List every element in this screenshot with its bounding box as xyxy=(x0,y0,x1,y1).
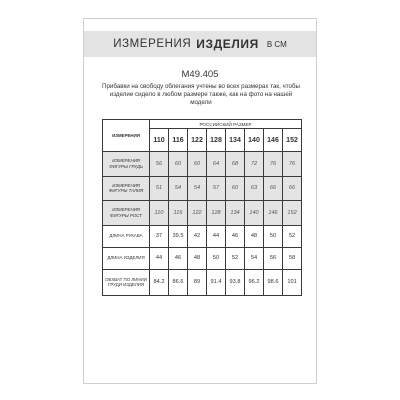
corner-label: ИЗМЕРЕНИЯ xyxy=(103,120,150,152)
cell-value: 44 xyxy=(207,225,226,247)
cell-value: 66 xyxy=(264,176,283,201)
cell-value: 51 xyxy=(150,176,169,201)
title-word-measurements: ИЗМЕРЕНИЯ xyxy=(113,38,192,50)
cell-value: 98.6 xyxy=(264,269,283,295)
title-word-garment: ИЗДЕЛИЯ xyxy=(196,37,259,51)
model-code: M49.405 xyxy=(181,69,219,80)
title-unit: В СМ xyxy=(266,39,287,49)
cell-value: 54 xyxy=(169,176,188,201)
cell-value: 140 xyxy=(245,201,264,226)
row-label: ИЗМЕРЕНИЯ ФИГУРЫ ТАЛИЯ xyxy=(103,176,150,201)
cell-value: 134 xyxy=(226,201,245,226)
cell-value: 146 xyxy=(264,201,283,226)
title-band xyxy=(84,31,316,57)
cell-value: 52 xyxy=(283,225,302,247)
cell-value: 46 xyxy=(226,225,245,247)
cell-value: 128 xyxy=(207,201,226,226)
cell-value: 152 xyxy=(283,201,302,226)
size-header: 134 xyxy=(226,129,245,152)
cell-value: 57 xyxy=(207,176,226,201)
size-header: 140 xyxy=(245,129,264,152)
cell-value: 91.4 xyxy=(207,269,226,295)
cell-value: 39.5 xyxy=(169,225,188,247)
cell-value: 48 xyxy=(188,247,207,269)
size-header: 122 xyxy=(188,129,207,152)
table-row-chest-circumference xyxy=(103,269,302,295)
cell-value: 46 xyxy=(169,247,188,269)
cell-value: 50 xyxy=(264,225,283,247)
cell-value: 63 xyxy=(245,176,264,201)
cell-value: 60 xyxy=(226,176,245,201)
size-header: 110 xyxy=(150,129,169,152)
size-header: 146 xyxy=(264,129,283,152)
cell-value: 56 xyxy=(150,152,169,177)
cell-value: 60 xyxy=(188,152,207,177)
cell-value: 56 xyxy=(264,247,283,269)
table-row-chest xyxy=(103,152,302,177)
cell-value: 72 xyxy=(245,152,264,177)
size-header: 116 xyxy=(169,129,188,152)
size-header: 152 xyxy=(283,129,302,152)
row-label: ИЗМЕРЕНИЯ ФИГУРЫ РОСТ xyxy=(103,201,150,226)
row-label: ДЛИНА ИЗДЕЛИЯ xyxy=(103,247,150,269)
cell-value: 68 xyxy=(226,152,245,177)
fit-note: Прибавки на свободу облегания учтены во всех размерах так, чтобы изделие сидело в любом размере также, как на фото на нашей модели xyxy=(102,83,300,107)
table-row-sleeve-length xyxy=(103,225,302,247)
cell-value: 50 xyxy=(207,247,226,269)
table-row-height xyxy=(103,201,302,226)
cell-value: 54 xyxy=(245,247,264,269)
size-system-label: РОССИЙСКИЙ РАЗМЕР xyxy=(150,120,302,129)
size-header: 128 xyxy=(207,129,226,152)
cell-value: 101 xyxy=(283,269,302,295)
size-table xyxy=(102,119,302,296)
table-row-garment-length xyxy=(103,247,302,269)
cell-value: 96.2 xyxy=(245,269,264,295)
cell-value: 42 xyxy=(188,225,207,247)
cell-value: 89 xyxy=(188,269,207,295)
cell-value: 84.2 xyxy=(150,269,169,295)
table-row-waist xyxy=(103,176,302,201)
cell-value: 93.8 xyxy=(226,269,245,295)
cell-value: 86.6 xyxy=(169,269,188,295)
cell-value: 58 xyxy=(283,247,302,269)
cell-value: 60 xyxy=(169,152,188,177)
cell-value: 122 xyxy=(188,201,207,226)
cell-value: 37 xyxy=(150,225,169,247)
size-chart-card xyxy=(83,18,317,384)
cell-value: 52 xyxy=(226,247,245,269)
cell-value: 116 xyxy=(169,201,188,226)
cell-value: 66 xyxy=(283,176,302,201)
size-system-row xyxy=(103,120,302,129)
cell-value: 76 xyxy=(283,152,302,177)
row-label: ОБХВАТ ПО ЛИНИИ ГРУДИ ИЗДЕЛИЯ xyxy=(103,269,150,295)
cell-value: 110 xyxy=(150,201,169,226)
cell-value: 48 xyxy=(245,225,264,247)
row-label: ИЗМЕРЕНИЯ ФИГУРЫ ГРУДЬ xyxy=(103,152,150,177)
cell-value: 44 xyxy=(150,247,169,269)
cell-value: 64 xyxy=(207,152,226,177)
row-label: ДЛИНА РУКАВА xyxy=(103,225,150,247)
cell-value: 54 xyxy=(188,176,207,201)
cell-value: 76 xyxy=(264,152,283,177)
